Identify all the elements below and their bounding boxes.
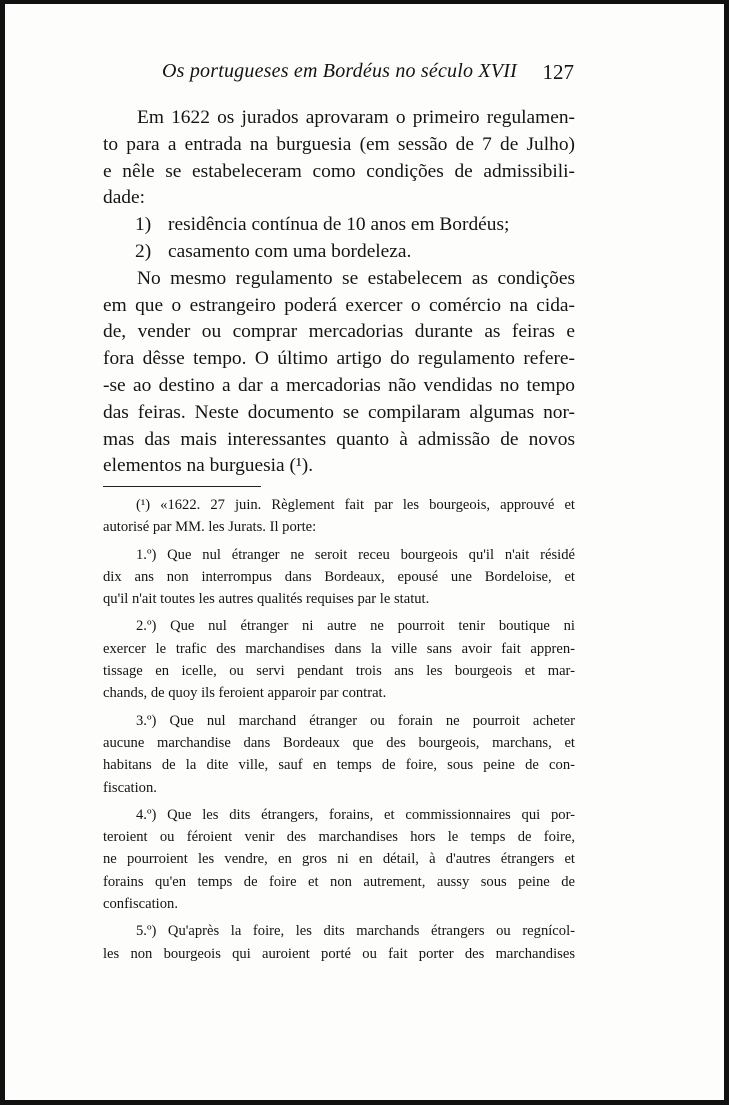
footnote-line: ne pourroient les vendre, en gros ni en détail, à d'autres étrangers et bbox=[103, 851, 575, 868]
list-item bbox=[103, 239, 575, 266]
footnote-line: 4.º) Que les dits étrangers, forains, et commissionnaires qui por- bbox=[136, 806, 575, 823]
footnote-line: exercer le trafic des marchandises dans la ville sans avoir fait appren- bbox=[103, 640, 575, 657]
body-line: -se ao destino a dar a mercadorias não vendidas no tempo bbox=[103, 374, 575, 396]
running-head bbox=[162, 60, 574, 88]
footnote-line: autorisé par MM. les Jurats. Il porte: bbox=[103, 519, 317, 536]
footnote-line: 5.º) Qu'après la foire, les dits marchands étrangers ou regnícol- bbox=[136, 923, 575, 940]
body-line: de, vender ou comprar mercadorias durante as feiras e bbox=[103, 321, 575, 343]
footnote-line: habitans de la dite ville, sauf en temps de foire, sous peine de con- bbox=[103, 757, 575, 774]
footnote-line: tissage en icelle, ou servi pendant trois ans les bourgeois et mar- bbox=[103, 663, 575, 680]
body-line: e nêle se estabeleceram como condições de admissibili- bbox=[103, 160, 575, 182]
footnote-line: confiscation. bbox=[103, 896, 178, 913]
footnote-line: teroient ou féroient venir des marchandises hors le temps de foire, bbox=[103, 829, 575, 846]
footnote-line: aucune marchandise dans Bordeaux que des bourgeois, marchans, et bbox=[103, 734, 575, 751]
main-text bbox=[103, 105, 575, 480]
body-line: das feiras. Neste documento se compilaram algumas nor- bbox=[103, 401, 575, 423]
footnote-line: 3.º) Que nul marchand étranger ou forain ne pourroit acheter bbox=[136, 712, 575, 729]
footnote-line: chands, de quoy ils feroient apparoir par contrat. bbox=[103, 685, 387, 702]
body-line: em que o estrangeiro poderá exercer o comércio na cida- bbox=[103, 294, 575, 316]
list-item-text: residência contínua de 10 anos em Bordéus; bbox=[168, 214, 510, 236]
running-title: Os portugueses em Bordéus no século XVII bbox=[162, 60, 517, 82]
footnote-line: 2.º) Que nul étranger ni autre ne pourroit tenir boutique ni bbox=[136, 618, 575, 635]
list-item-text: casamento com uma bordeleza. bbox=[168, 240, 412, 262]
list-marker: 2) bbox=[135, 240, 152, 262]
body-line: elementos na burguesia (¹). bbox=[103, 455, 314, 477]
body-line: mas das mais interessantes quanto à admissão de novos bbox=[103, 428, 575, 450]
footnote-line: 1.º) Que nul étranger ne seroit receu bourgeois qu'il n'ait résidé bbox=[136, 546, 575, 563]
body-line: dade: bbox=[103, 187, 145, 209]
body-line: No mesmo regulamento se estabelecem as condições bbox=[137, 267, 575, 289]
page-number: 127 bbox=[542, 60, 574, 84]
footnote-line: forains qu'en temps de foire et non autrement, aussy sous peine de bbox=[103, 873, 575, 890]
footnote bbox=[103, 494, 575, 965]
list-item bbox=[103, 212, 575, 239]
footnote-line: fiscation. bbox=[103, 779, 157, 796]
footnote-line: qu'il n'ait toutes les autres qualités requises par le statut. bbox=[103, 591, 430, 608]
footnote-line: (¹) «1622. 27 juin. Règlement fait par les bourgeois, approuvé et bbox=[136, 497, 575, 513]
footnote-line: les non bourgeois qui auroient porté ou fait porter des marchandises bbox=[103, 945, 575, 962]
footnote-line: dix ans non interrompus dans Bordeaux, epousé une Bordeloise, et bbox=[103, 568, 575, 585]
body-line: Em 1622 os jurados aprovaram o primeiro regulamen- bbox=[137, 107, 575, 128]
footnote-rule bbox=[103, 486, 261, 487]
list-marker: 1) bbox=[135, 214, 152, 236]
body-line: to para a entrada na burguesia (em sessão de 7 de Julho) bbox=[103, 133, 575, 155]
body-line: fora dêsse tempo. O último artigo do regulamento refere- bbox=[103, 348, 575, 370]
